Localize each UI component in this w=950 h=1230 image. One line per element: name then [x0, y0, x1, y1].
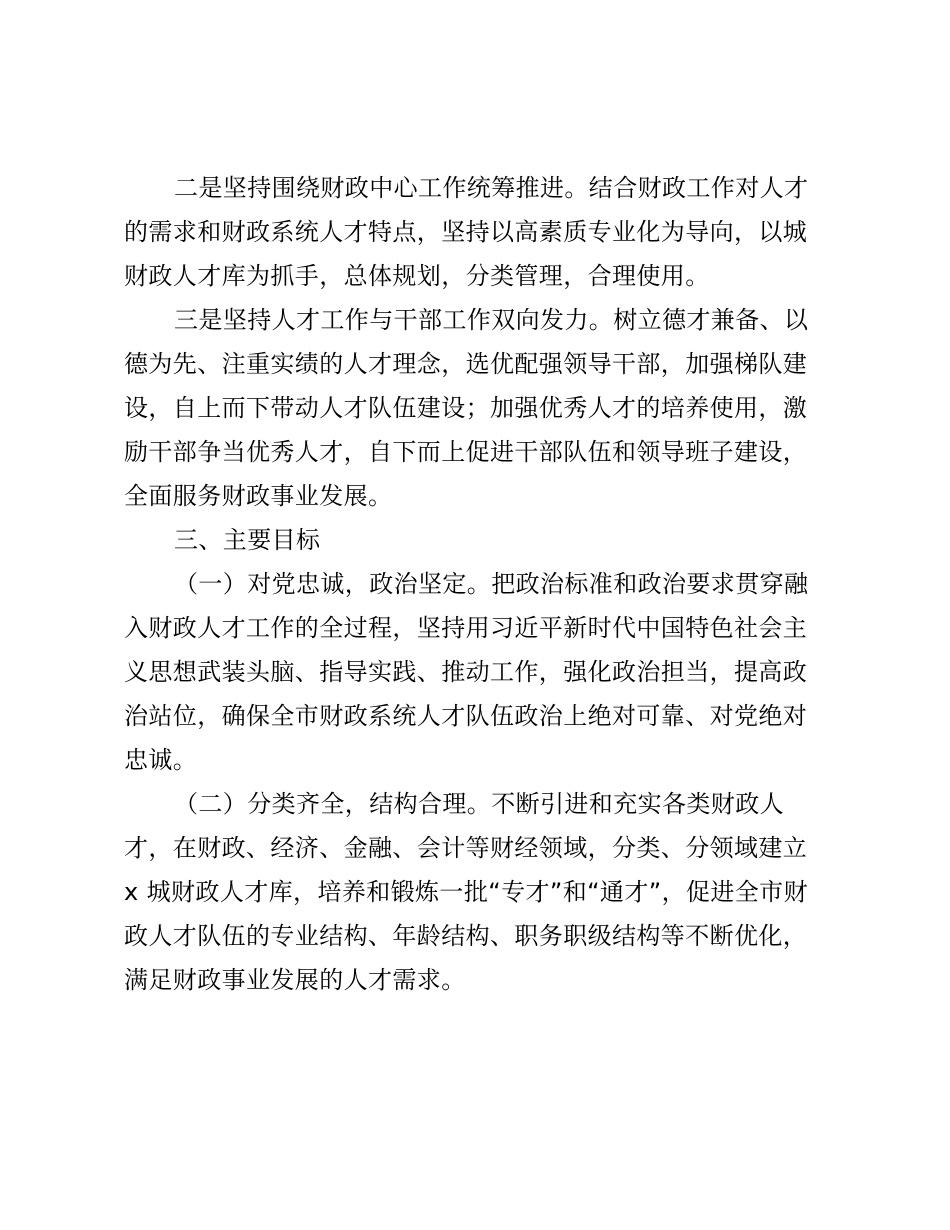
paragraph-line: （一）对党忠诚，政治坚定。把政治标准和政治要求贯穿融: [174, 570, 809, 598]
paragraph-line: 治站位，确保全市财政系统人才队伍政治上绝对可靠、对党绝对: [124, 702, 808, 730]
paragraph-line: 财政人才库为抓手，总体规划，分类管理，合理使用。: [124, 262, 710, 290]
paragraph-line: （二）分类齐全，结构合理。不断引进和充实各类财政人: [174, 790, 784, 818]
paragraph-line: 政人才队伍的专业结构、年龄结构、职务职级结构等不断优化，: [124, 922, 808, 950]
paragraph-line: 忠诚。: [124, 746, 198, 774]
paragraph-line: 德为先、注重实绩的人才理念，选优配强领导干部，加强梯队建: [124, 350, 808, 378]
paragraph-line: 设，自上而下带动人才队伍建设；加强优秀人才的培养使用，激: [124, 394, 808, 422]
paragraph-line: x 城财政人才库，培养和锻炼一批“专才”和“通才”，促进全市财: [124, 878, 808, 906]
paragraph-line: 全面服务财政事业发展。: [124, 482, 393, 510]
paragraph-line: 才，在财政、经济、金融、会计等财经领域，分类、分领域建立: [124, 834, 808, 862]
document-body: [124, 166, 824, 1002]
paragraph-line: 二是坚持围绕财政中心工作统筹推进。结合财政工作对人才: [174, 174, 809, 202]
paragraph-line: 义思想武装头脑、指导实践、推动工作，强化政治担当，提高政: [124, 658, 808, 686]
paragraph-line: 励干部争当优秀人才，自下而上促进干部队伍和领导班子建设，: [124, 438, 808, 466]
paragraph-line: 三是坚持人才工作与干部工作双向发力。树立德才兼备、以: [174, 306, 809, 334]
paragraph-line: 满足财政事业发展的人才需求。: [124, 966, 466, 994]
paragraph-line: 入财政人才工作的全过程，坚持用习近平新时代中国特色社会主: [124, 614, 808, 642]
paragraph-line: 的需求和财政系统人才特点，坚持以高素质专业化为导向，以城: [124, 218, 808, 246]
section-heading: 三、主要目标: [174, 526, 321, 554]
